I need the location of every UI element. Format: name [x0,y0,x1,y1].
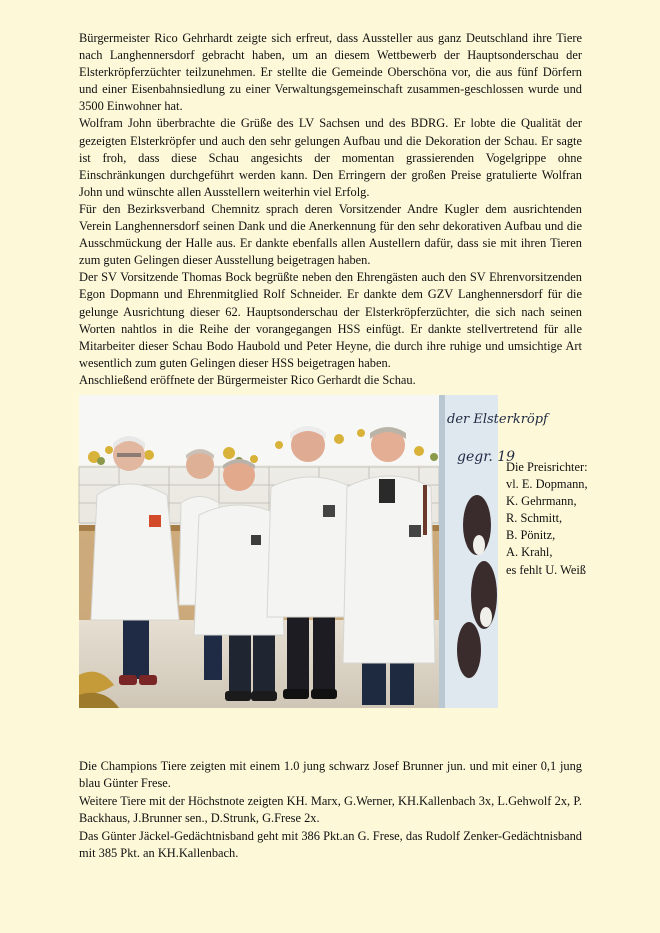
results-text [79,758,582,862]
photo-caption [506,459,616,579]
caption-line: es fehlt U. Weiß [506,562,586,577]
caption-line: Die Preisrichter: [506,460,588,474]
paragraph-champions: Die Champions Tiere zeigten mit einem 1.0 jung schwarz Josef Brunner jun. und mit einer 0,1 jung blau Günter Frese. [79,759,582,791]
caption-line: R. Schmitt, [506,511,563,526]
paragraph-opening: Anschließend eröffnete der Bürgermeister Rico Gerhardt die Schau. [79,372,416,387]
caption-line: vl. E. Dopmann, [506,477,588,492]
paragraph-sv-vorsitzender: Der SV Vorsitzende Thomas Bock begrüßte neben den Ehrengästen auch den SV Ehrenvorsitzenden Egon Dopmann und Ehrenmitglied Rolf Schneider. Er dankte dem GZV Langhennersdorf für die gelunge Ausrichtung dieser 62. Hauptsonderschau der Elsterkröpferzüchter, die sich nach seinen Worten nahtlos in die Reihe der vorangegangen HSS einfügt. Er dankte stellvertretend für alle Mitarbeiter dieser Schau Bodo Haubold und Peter Heyne, die durch ihre ruhige und umsichtige Art wesentlich zum guten Gelingen dieser HSS beigetragen haben. [79,270,582,370]
banner-year: gegr. 19 [457,449,516,465]
caption-line: K. Gehrmann, [506,494,577,509]
paragraph-bezirksverband: Für den Bezirksverband Chemnitz sprach deren Vorsitzender Andre Kugler dem ausrichtenden Verein Langhennersdorf seinen Dank und die Anerkennung für den sehr dekorativen Aufbau und die Ausschmückung der Halle aus. Er dankte ebenfalls allen Austellern dafür, dass sie mit ihren Tieren zum guten Gelingen dieser Ausstellung beigetragen haben. [79,201,582,268]
paragraph-highest-grade: Weitere Tiere mit der Höchstnote zeigten KH. Marx, G.Werner, KH.Kallenbach 3x, L.Gehwolf 2x, P. Backhaus, J.Brunner sen., D.Strunk, G.Frese 2x. [79,793,582,826]
paragraph-memorial-bands: Das Günter Jäckel-Gedächtnisband geht mit 386 Pkt.an G. Frese, das Rudolf Zenker-Gedächtnisband mit 385 Pkt. an KH.Kallenbach. [79,828,582,861]
caption-line: A. Krahl, [506,545,553,560]
article-text [79,30,582,389]
paragraph-mayor: Bürgermeister Rico Gehrhardt zeigte sich erfreut, dass Aussteller aus ganz Deutschland ihre Tiere nach Langhennersdorf gebracht haben, um an diesem Wettbewerb der Hauptsonderschau der Elsterkröpferzüchter teilzunehmen. Er stellte die Gemeinde Oberschöna vor, die aus fünf Dörfern und einer Eisenbahnsiedlung zu einer Verwaltungsgemeinschaft zusammen-geschlossen wurde und 3500 Einwohner hat. [79,31,582,114]
banner-text: der Elsterkröpf [447,412,548,427]
paragraph-wolfram-john: Wolfram John überbrachte die Grüße des LV Sachsen und des BDRG. Er lobte die Qualität der gezeigten Elsterkröpfer und auch den sehr gelungen Aufbau und die Dekoration der Schau. Er sagte ist froh, dass diese Schau angesichts der momentan grassierenden Vogelgrippe ohne Einschränkungen durchgeführt werden kann. Den Erringern der großen Preise gratulierte Wolfran John und wünschte allen Ausstellern weiterhin viel Erfolg. [79,116,582,199]
caption-line: B. Pönitz, [506,528,556,543]
